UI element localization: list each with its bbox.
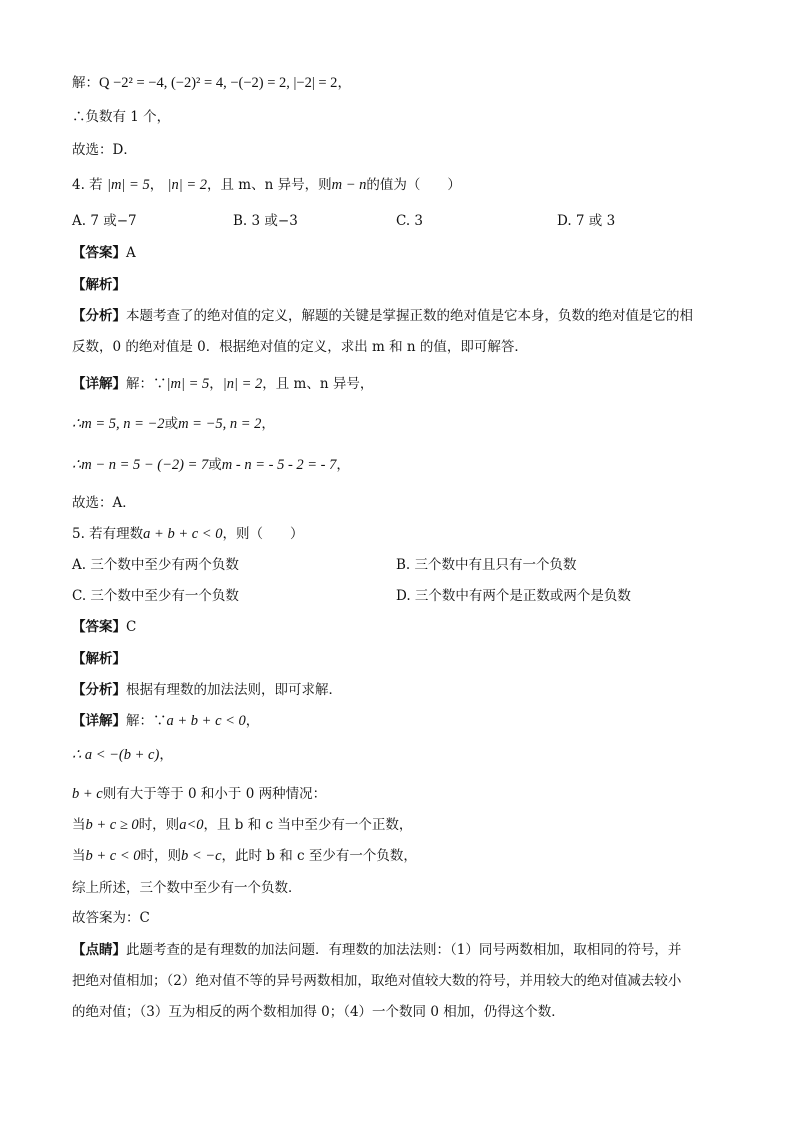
fenxi-text-1: 本题考查了的绝对值的定义，解题的关键是掌握正数的绝对值是它本身，负数的绝对值是它的相 [126, 308, 693, 324]
q5-detail-line-4 [72, 815, 412, 835]
q5-condition: a + b + c < 0 [143, 526, 223, 542]
detail-prefix: 解：∵ [126, 376, 167, 392]
detail-or-2: 或 [208, 457, 222, 473]
case-nonneg-text: ，且 b 和 c 当中至少有一个正数， [203, 817, 413, 833]
when-label: 当 [72, 848, 86, 864]
detail-n-abs: |n| = 2 [222, 376, 263, 392]
case-nonneg: b + c ≥ 0 [85, 817, 139, 833]
solution-line: 解：Q −2² = −4, (−2)² = 4, −(−2) = 2, |−2| = 2， [72, 75, 351, 91]
q4-option-c: C. 3 [396, 213, 424, 229]
q5-fenxi-line [72, 680, 342, 700]
detail-or: 或 [164, 416, 179, 432]
detail-cases: 则有大于等于 0 和小于 0 两种情况： [102, 786, 327, 802]
q4-fenxi-line-2: 反数，0 的绝对值是 0．根据绝对值的定义，求出 m 和 n 的值，即可解答． [72, 339, 528, 355]
question-4: 4. 若 |m| = 5， |n| = 2，且 m、n 异号，则m − n的值为（ ） [72, 177, 461, 193]
choose-d-line: 故选：D． [72, 142, 137, 158]
q4-detail-line-1: 【详解】解：∵|m| = 5，|n| = 2，且 m、n 异号， [72, 376, 374, 392]
q5-option-d: D. 三个数中有两个是正数或两个是负数 [396, 588, 631, 604]
b-less-than: b < −c [181, 848, 222, 864]
q5-detail-line-2: ∴ a < −(b + c)， [72, 747, 173, 763]
q4-m-abs: |m| = 5 [106, 177, 150, 193]
when-label: 当 [72, 817, 86, 833]
a-negative: a<0 [179, 817, 204, 833]
case-neg-text: ，此时 b 和 c 至少有一个负数， [221, 848, 417, 864]
detail-m-abs: |m| = 5 [166, 376, 210, 392]
q5-detail-line-3 [72, 784, 326, 804]
q4-detail-line-2: ∴m = 5, n = −2或m = −5, n = 2， [72, 416, 275, 432]
negative-count-line: ∴负数有 1 个， [72, 109, 171, 125]
q4-analysis-label: 【解析】 [72, 277, 126, 293]
answer-value: C [126, 619, 137, 635]
q5-dianjing-line-2: 把绝对值相加；（2）绝对值不等的异号两数相加，取绝对值较大数的符号，并用较大的绝对值减去较小 [72, 973, 682, 989]
q4-option-a: A. 7 或−7 [72, 213, 137, 229]
q4-answer [72, 243, 136, 263]
q4-condition: ，且 m、n 异号，则 [207, 177, 332, 193]
answer-value: A [126, 245, 136, 261]
q4-expression: m − n [331, 177, 367, 193]
q5-dianjing-line-3: 的绝对值；（3）互为相反的两个数相加得 0；（4）一个数同 0 相加，仍得这个数． [72, 1004, 565, 1020]
q4-option-d: D. 7 或 3 [557, 213, 616, 229]
case-neg: b + c < 0 [85, 848, 141, 864]
then-label: 时，则 [140, 848, 182, 864]
q5-dianjing-line-1 [72, 940, 681, 960]
q4-fenxi-line-1 [72, 306, 693, 326]
detail-result-2: m - n = - 5 - 2 = - 7 [221, 457, 337, 473]
answer-c-final: 故答案为：C [72, 910, 150, 926]
detail-condition: ，且 m、n 异号， [262, 376, 374, 392]
detail-inequality: ∴ a < −(b + c) [72, 747, 160, 763]
answer-label: 【答案】 [72, 245, 126, 261]
q4-number: 4. 若 [72, 177, 103, 193]
detail-label: 【详解】 [72, 376, 126, 392]
fenxi-text: 根据有理数的加法法则，即可求解． [126, 682, 342, 698]
detail-prefix: 解：∵ [126, 713, 167, 729]
q5-answer [72, 617, 136, 637]
dianjing-label: 【点睛】 [72, 942, 126, 958]
q4-detail-line-3: ∴m − n = 5 − (−2) = 7或m - n = - 5 - 2 = - 7， [72, 457, 350, 473]
q5-detail-line-1: 【详解】解：∵a + b + c < 0， [72, 713, 260, 729]
detail-case-1: ∴m = 5, n = −2 [72, 416, 165, 432]
q5-analysis-label: 【解析】 [72, 651, 126, 667]
fenxi-label: 【分析】 [72, 682, 126, 698]
dianjing-text-1: 此题考查的是有理数的加法问题．有理数的加法法则：（1）同号两数相加，取相同的符号，并 [126, 942, 682, 958]
detail-label: 【详解】 [72, 713, 126, 729]
detail-condition: a + b + c < 0 [166, 713, 246, 729]
q5-detail-line-6: 综上所述，三个数中至少有一个负数． [72, 880, 302, 896]
solution-prefix: 解： [72, 75, 99, 91]
question-5 [72, 524, 303, 544]
fenxi-label: 【分析】 [72, 308, 126, 324]
detail-sum: b + c [72, 786, 103, 802]
q5-option-b: B. 三个数中有且只有一个负数 [396, 557, 577, 573]
answer-label: 【答案】 [72, 619, 126, 635]
then-label: 时，则 [138, 817, 180, 833]
q5-number: 5. 若有理数 [72, 526, 144, 542]
q4-n-abs: |n| = 2 [167, 177, 208, 193]
solution-math: Q −2² = −4, (−2)² = 4, −(−2) = 2, |−2| = 2 [99, 75, 338, 91]
q4-tail: 的值为（ ） [366, 177, 461, 193]
q5-option-c: C. 三个数中至少有一个负数 [72, 588, 239, 604]
detail-case-2: m = −5, n = 2 [178, 416, 262, 432]
choose-a-line: 故选：A． [72, 495, 136, 511]
q5-detail-line-5 [72, 846, 417, 866]
q5-option-a: A. 三个数中至少有两个负数 [72, 557, 239, 573]
q5-tail: ，则（ ） [222, 526, 304, 542]
q4-option-b: B. 3 或−3 [233, 213, 298, 229]
detail-result-1: ∴m − n = 5 − (−2) = 7 [72, 457, 209, 473]
